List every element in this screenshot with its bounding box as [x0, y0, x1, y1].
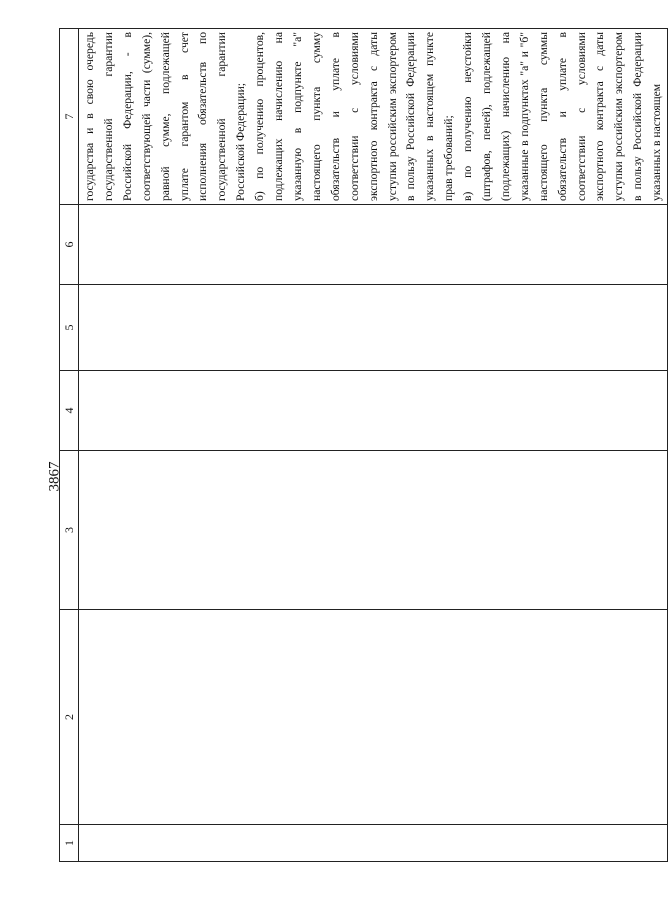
column-header-1: 1: [60, 825, 79, 862]
column-header-4: 4: [60, 371, 79, 451]
paragraph-v: в) по получению неустойки (штрафов, пеней), подлежащей (подлежащих) начислению на указанные в подпунктах "а" и "б" настоящего пункта суммы обязательств и уплате в соответствии с условиями экспортного контракта с даты уступки российским экспортером в пользу Российской Федерации указанных в настоящем: [461, 32, 664, 201]
column-header-6: 6: [60, 205, 79, 285]
document-table: [59, 28, 668, 862]
column-header-2: 2: [60, 610, 79, 825]
paragraph-continuation: государства и в свою очередь государственной гарантии Российской Федерации, - в соответствующей части (сумме), равной сумме, подлежащей уплате гарантом в счет исполнения обязательств по государственной гарантии Российской Федерации;: [83, 32, 248, 201]
column-header-5: 5: [60, 285, 79, 371]
table-cell-col2: [79, 610, 668, 825]
column-header-3: 3: [60, 451, 79, 610]
column-header-7: 7: [60, 29, 79, 205]
table-cell-col4: [79, 371, 668, 451]
column7-text: [79, 29, 667, 204]
column-number-row: [60, 29, 79, 862]
rotated-table-page: [59, 32, 664, 862]
table-cell-col1: [79, 825, 668, 862]
table-row: [79, 29, 668, 862]
page-number: 3867: [46, 461, 63, 492]
table-cell-col7: [79, 29, 668, 205]
table-cell-col6: [79, 205, 668, 285]
paragraph-b: б) по получению процентов, подлежащих начислению на указанную в подпункте "а" настоящего пункта сумму обязательств и уплате в соответствии с условиями экспортного контракта с даты уступки российским экспортером в пользу Российской Федерации указанных в настоящем пункте прав требований;: [253, 32, 456, 201]
table-cell-col3: [79, 451, 668, 610]
table-cell-col5: [79, 285, 668, 371]
